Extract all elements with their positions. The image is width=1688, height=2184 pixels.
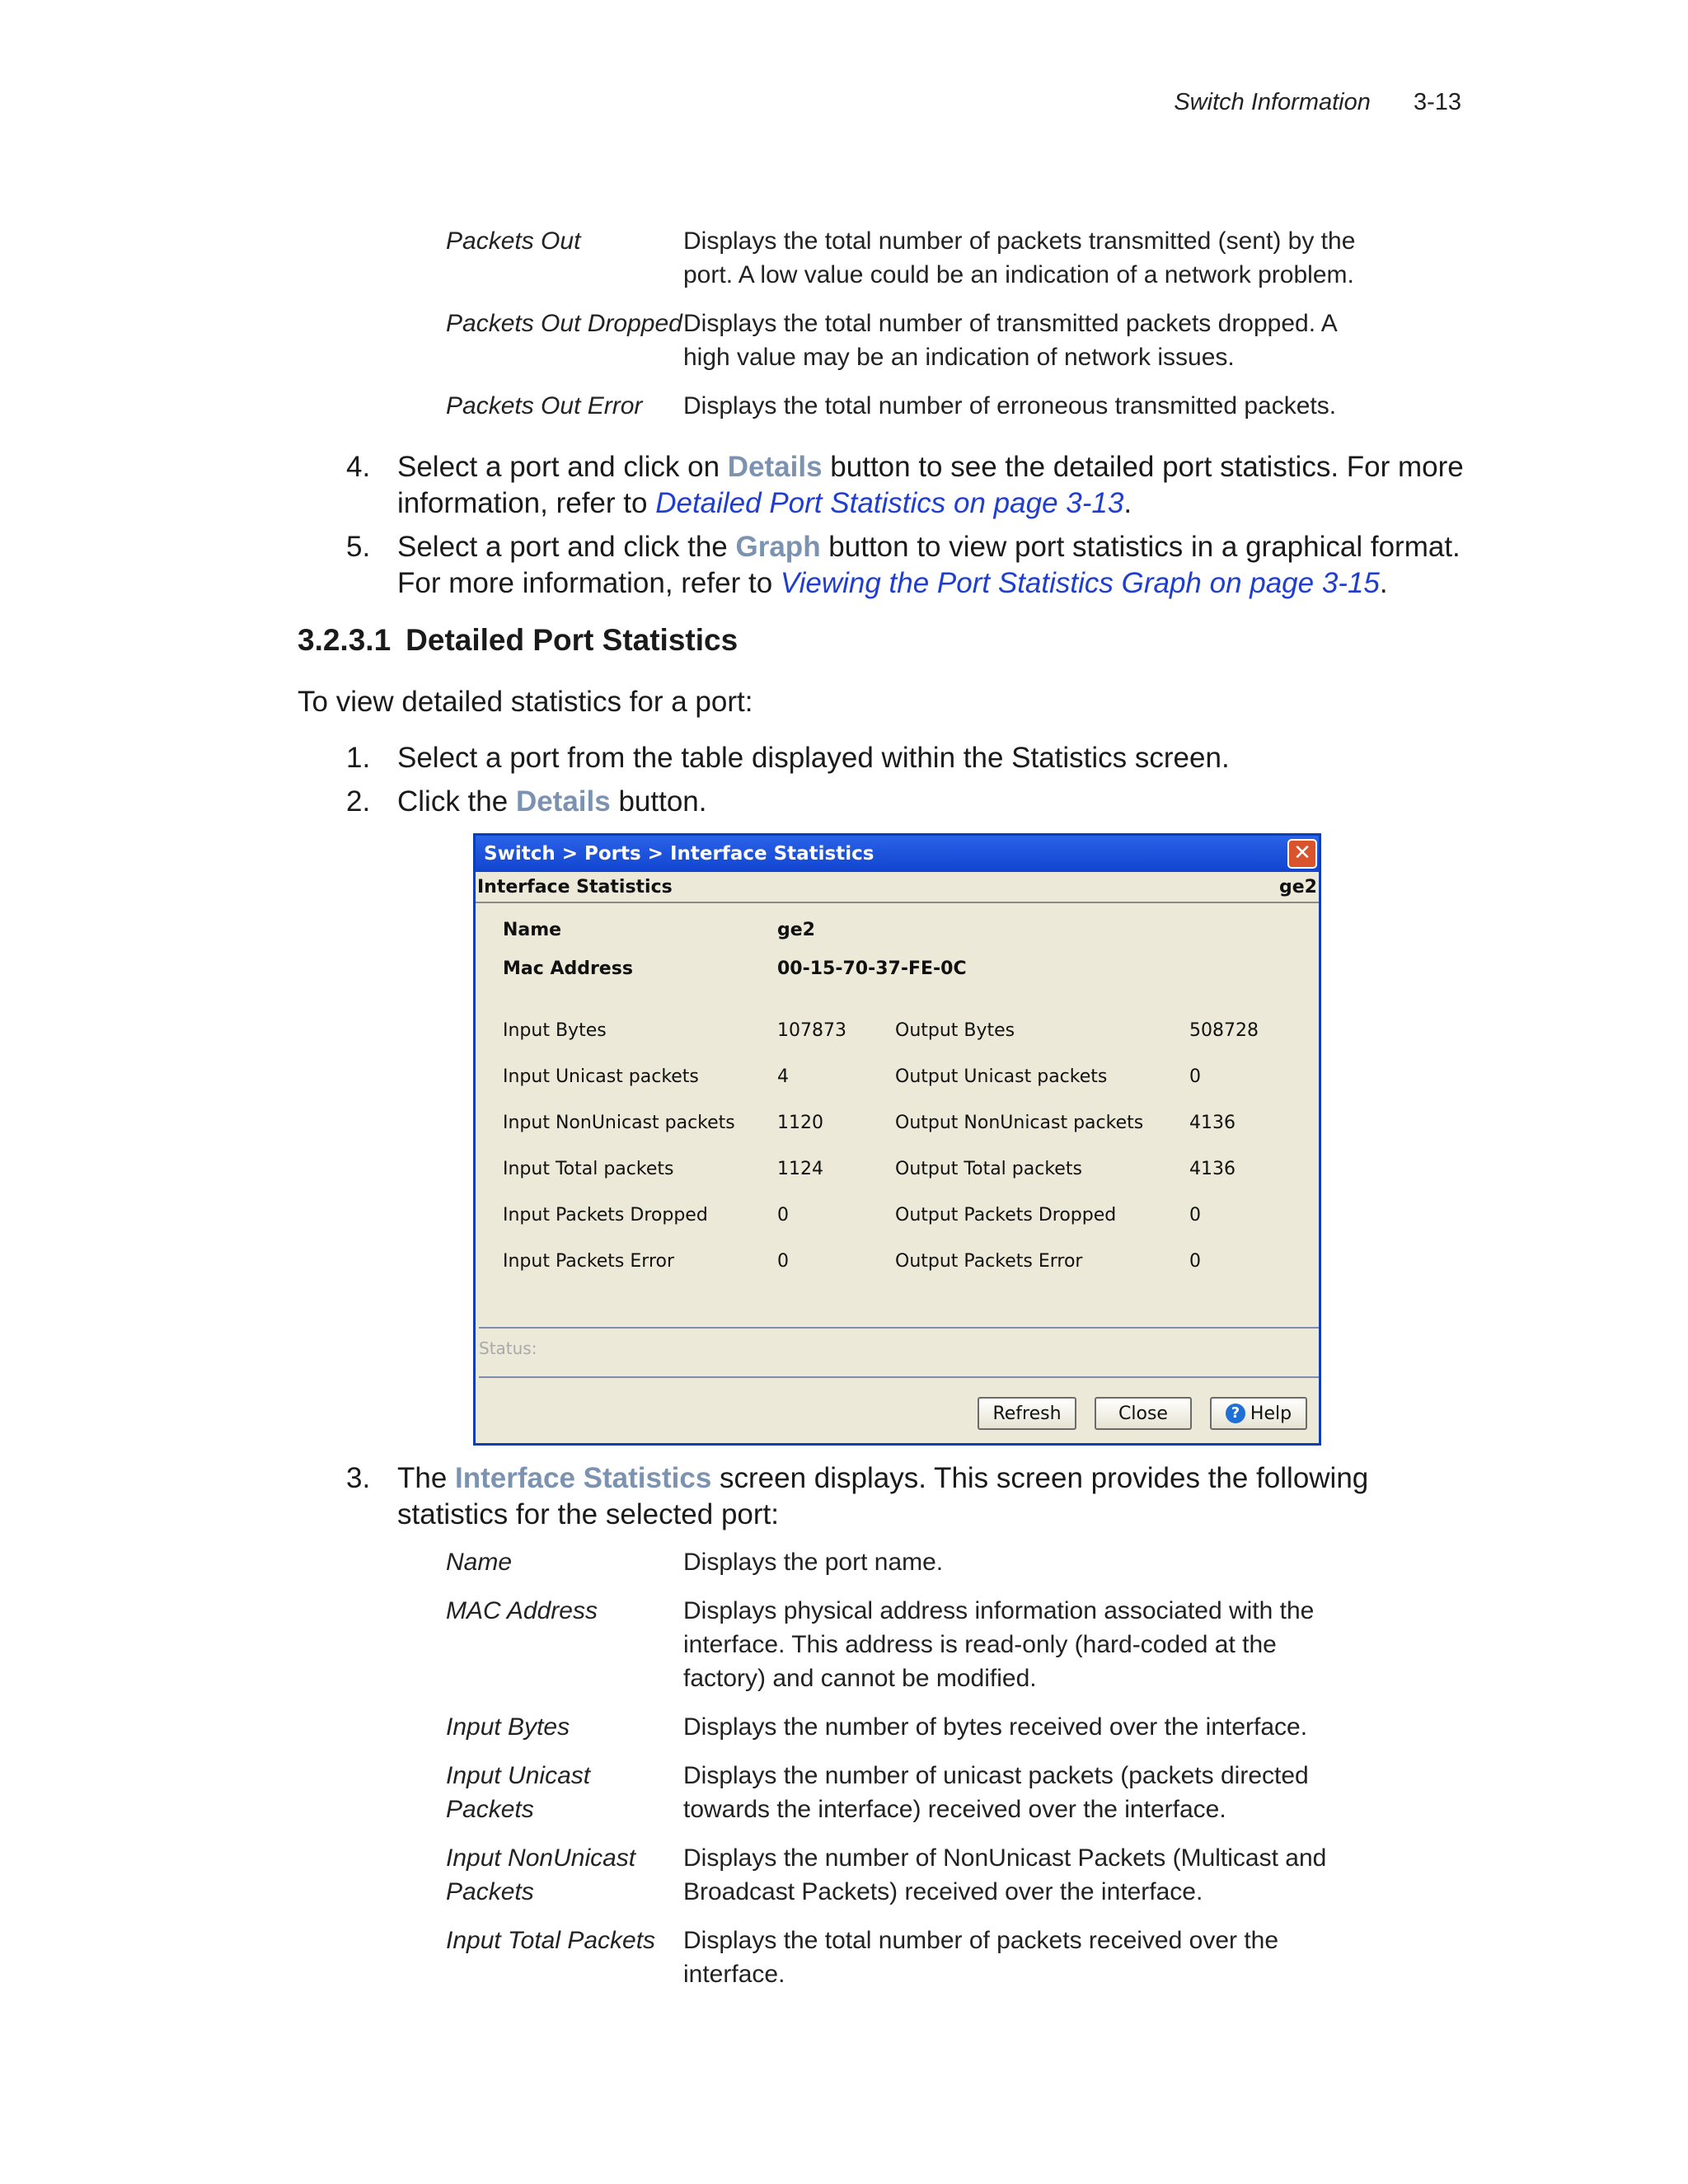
- ui-reference: Details: [727, 451, 823, 483]
- step-5: [346, 529, 1484, 602]
- step-text-post: .: [1379, 567, 1388, 599]
- section-number: 3.2.3.1: [298, 623, 392, 657]
- input-nonunicast-value: 1120: [777, 1113, 823, 1133]
- definition-term: Input Unicast Packets: [446, 1762, 591, 1823]
- definition-row: [446, 307, 1435, 374]
- step-text-pre: Select a port and click on: [397, 451, 728, 483]
- output-bytes-value: 508728: [1189, 1020, 1259, 1041]
- panel-port-name: ge2: [1279, 876, 1317, 898]
- output-error-value: 0: [1189, 1251, 1201, 1272]
- step-text-pre: Select a port and click the: [397, 531, 736, 563]
- output-bytes-label: Output Bytes: [895, 1020, 1015, 1041]
- ui-reference: Graph: [735, 531, 821, 563]
- input-unicast-label: Input Unicast packets: [503, 1066, 699, 1087]
- definition-row: [446, 1594, 1435, 1695]
- window-titlebar: [476, 836, 1319, 872]
- definition-term: MAC Address: [446, 1597, 598, 1624]
- window-title: Switch > Ports > Interface Statistics: [484, 843, 874, 865]
- step-text: [397, 784, 1484, 820]
- output-total-label: Output Total packets: [895, 1159, 1082, 1179]
- page-header: [1174, 89, 1461, 116]
- input-error-label: Input Packets Error: [503, 1251, 675, 1272]
- definition-desc: Displays the number of bytes received over the interface.: [683, 1713, 1308, 1741]
- step-text: [397, 449, 1484, 522]
- input-nonunicast-label: Input NonUnicast packets: [503, 1113, 735, 1133]
- ui-reference: Details: [515, 785, 611, 818]
- step-2: [346, 784, 1484, 820]
- output-nonunicast-label: Output NonUnicast packets: [895, 1113, 1144, 1133]
- definition-row: [446, 1924, 1435, 1991]
- definition-term: Input Total Packets: [446, 1927, 656, 1954]
- panel-title: Interface Statistics: [477, 876, 673, 898]
- section-title: Detailed Port Statistics: [406, 623, 738, 657]
- name-value: ge2: [777, 920, 815, 940]
- input-dropped-label: Input Packets Dropped: [503, 1205, 708, 1226]
- definition-desc: Displays the number of unicast packets (packets directed towards the interface) received over the interface.: [683, 1762, 1309, 1823]
- step-number: 1.: [346, 742, 371, 774]
- definition-desc: Displays the number of NonUnicast Packets (Multicast and Broadcast Packets) received over the interface.: [683, 1844, 1327, 1905]
- name-label: Name: [503, 920, 562, 940]
- step-text-pre: Click the: [397, 785, 516, 818]
- definition-row: [446, 1710, 1435, 1744]
- step-text-mid: button to view port statistics in a graphical format. For more information, refer to: [397, 531, 1461, 599]
- definition-row: [446, 389, 1435, 423]
- step-text: [397, 529, 1484, 602]
- definition-desc: Displays the total number of packets transmitted (sent) by the port. A low value could be an indication of a network problem.: [683, 227, 1356, 288]
- output-nonunicast-value: 4136: [1189, 1113, 1236, 1133]
- input-total-label: Input Total packets: [503, 1159, 674, 1179]
- section-heading: [298, 623, 738, 658]
- output-unicast-label: Output Unicast packets: [895, 1066, 1108, 1087]
- definition-term: Packets Out Error: [446, 392, 643, 419]
- step-1: [346, 740, 1484, 776]
- running-header-section: Switch Information: [1174, 89, 1371, 115]
- ui-reference: Interface Statistics: [455, 1462, 712, 1494]
- help-button[interactable]: [1210, 1397, 1307, 1430]
- definition-row: [446, 1545, 1435, 1579]
- refresh-button[interactable]: Refresh: [978, 1397, 1076, 1430]
- definition-term: Input Bytes: [446, 1713, 570, 1741]
- step-text: Select a port from the table displayed within the Statistics screen.: [397, 742, 1230, 774]
- output-error-label: Output Packets Error: [895, 1251, 1083, 1272]
- step-number: 5.: [346, 531, 371, 563]
- input-error-value: 0: [777, 1251, 789, 1272]
- definition-desc: Displays the port name.: [683, 1549, 944, 1576]
- intro-text: To view detailed statistics for a port:: [298, 686, 753, 718]
- definition-row: [446, 1759, 1435, 1826]
- step-number: 2.: [346, 785, 371, 818]
- interface-statistics-window: [473, 833, 1321, 1446]
- status-label: Status:: [479, 1338, 537, 1358]
- input-total-value: 1124: [777, 1159, 823, 1179]
- output-dropped-value: 0: [1189, 1205, 1201, 1226]
- panel-header: [476, 872, 1319, 903]
- output-dropped-label: Output Packets Dropped: [895, 1205, 1117, 1226]
- cross-reference-link[interactable]: Viewing the Port Statistics Graph on page 3-15: [780, 567, 1380, 599]
- step-text-post: screen displays. This screen provides the following statistics for the selected port:: [397, 1462, 1369, 1530]
- definition-term: Name: [446, 1549, 513, 1576]
- step-4: [346, 449, 1484, 522]
- help-button-label: Help: [1250, 1403, 1292, 1424]
- definition-row: [446, 224, 1435, 292]
- input-bytes-value: 107873: [777, 1020, 846, 1041]
- step-number: 4.: [346, 451, 371, 483]
- step-text: [397, 1460, 1484, 1533]
- definition-desc: Displays the total number of transmitted packets dropped. A high value may be an indication of network issues.: [683, 310, 1337, 371]
- input-unicast-value: 4: [777, 1066, 789, 1087]
- step-number: 3.: [346, 1462, 371, 1494]
- statistics-panel: [476, 903, 1319, 1315]
- input-bytes-label: Input Bytes: [503, 1020, 607, 1041]
- definition-desc: Displays the total number of erroneous transmitted packets.: [683, 392, 1337, 419]
- help-icon: ?: [1226, 1404, 1245, 1423]
- step-text-post: .: [1123, 487, 1132, 519]
- step-text-pre: The: [397, 1462, 456, 1494]
- step-text-mid: button to see the detailed port statistics. For more information, refer to: [397, 451, 1464, 519]
- definition-list-interface-stats: [446, 1545, 1435, 2006]
- step-3: [346, 1460, 1484, 1533]
- definition-term: Input NonUnicast Packets: [446, 1844, 636, 1905]
- output-total-value: 4136: [1189, 1159, 1236, 1179]
- definition-desc: Displays physical address information associated with the interface. This address is read-only (hard-coded at the factory) and cannot be modified.: [683, 1597, 1315, 1692]
- definition-desc: Displays the total number of packets received over the interface.: [683, 1927, 1279, 1988]
- close-button[interactable]: Close: [1095, 1397, 1192, 1430]
- button-row: [978, 1397, 1307, 1430]
- mac-address-label: Mac Address: [503, 958, 633, 979]
- close-icon[interactable]: ✕: [1287, 839, 1317, 869]
- input-dropped-value: 0: [777, 1205, 789, 1226]
- definition-term: Packets Out Dropped: [446, 310, 682, 337]
- mac-address-value: 00-15-70-37-FE-0C: [777, 958, 967, 979]
- definition-term: Packets Out: [446, 227, 581, 255]
- status-bar: [479, 1327, 1319, 1378]
- definition-row: [446, 1841, 1435, 1909]
- page-number: 3-13: [1413, 89, 1461, 115]
- cross-reference-link[interactable]: Detailed Port Statistics on page 3-13: [655, 487, 1124, 519]
- output-unicast-value: 0: [1189, 1066, 1201, 1087]
- step-text-post: button.: [610, 785, 707, 818]
- definition-list-packets-out: [446, 224, 1435, 438]
